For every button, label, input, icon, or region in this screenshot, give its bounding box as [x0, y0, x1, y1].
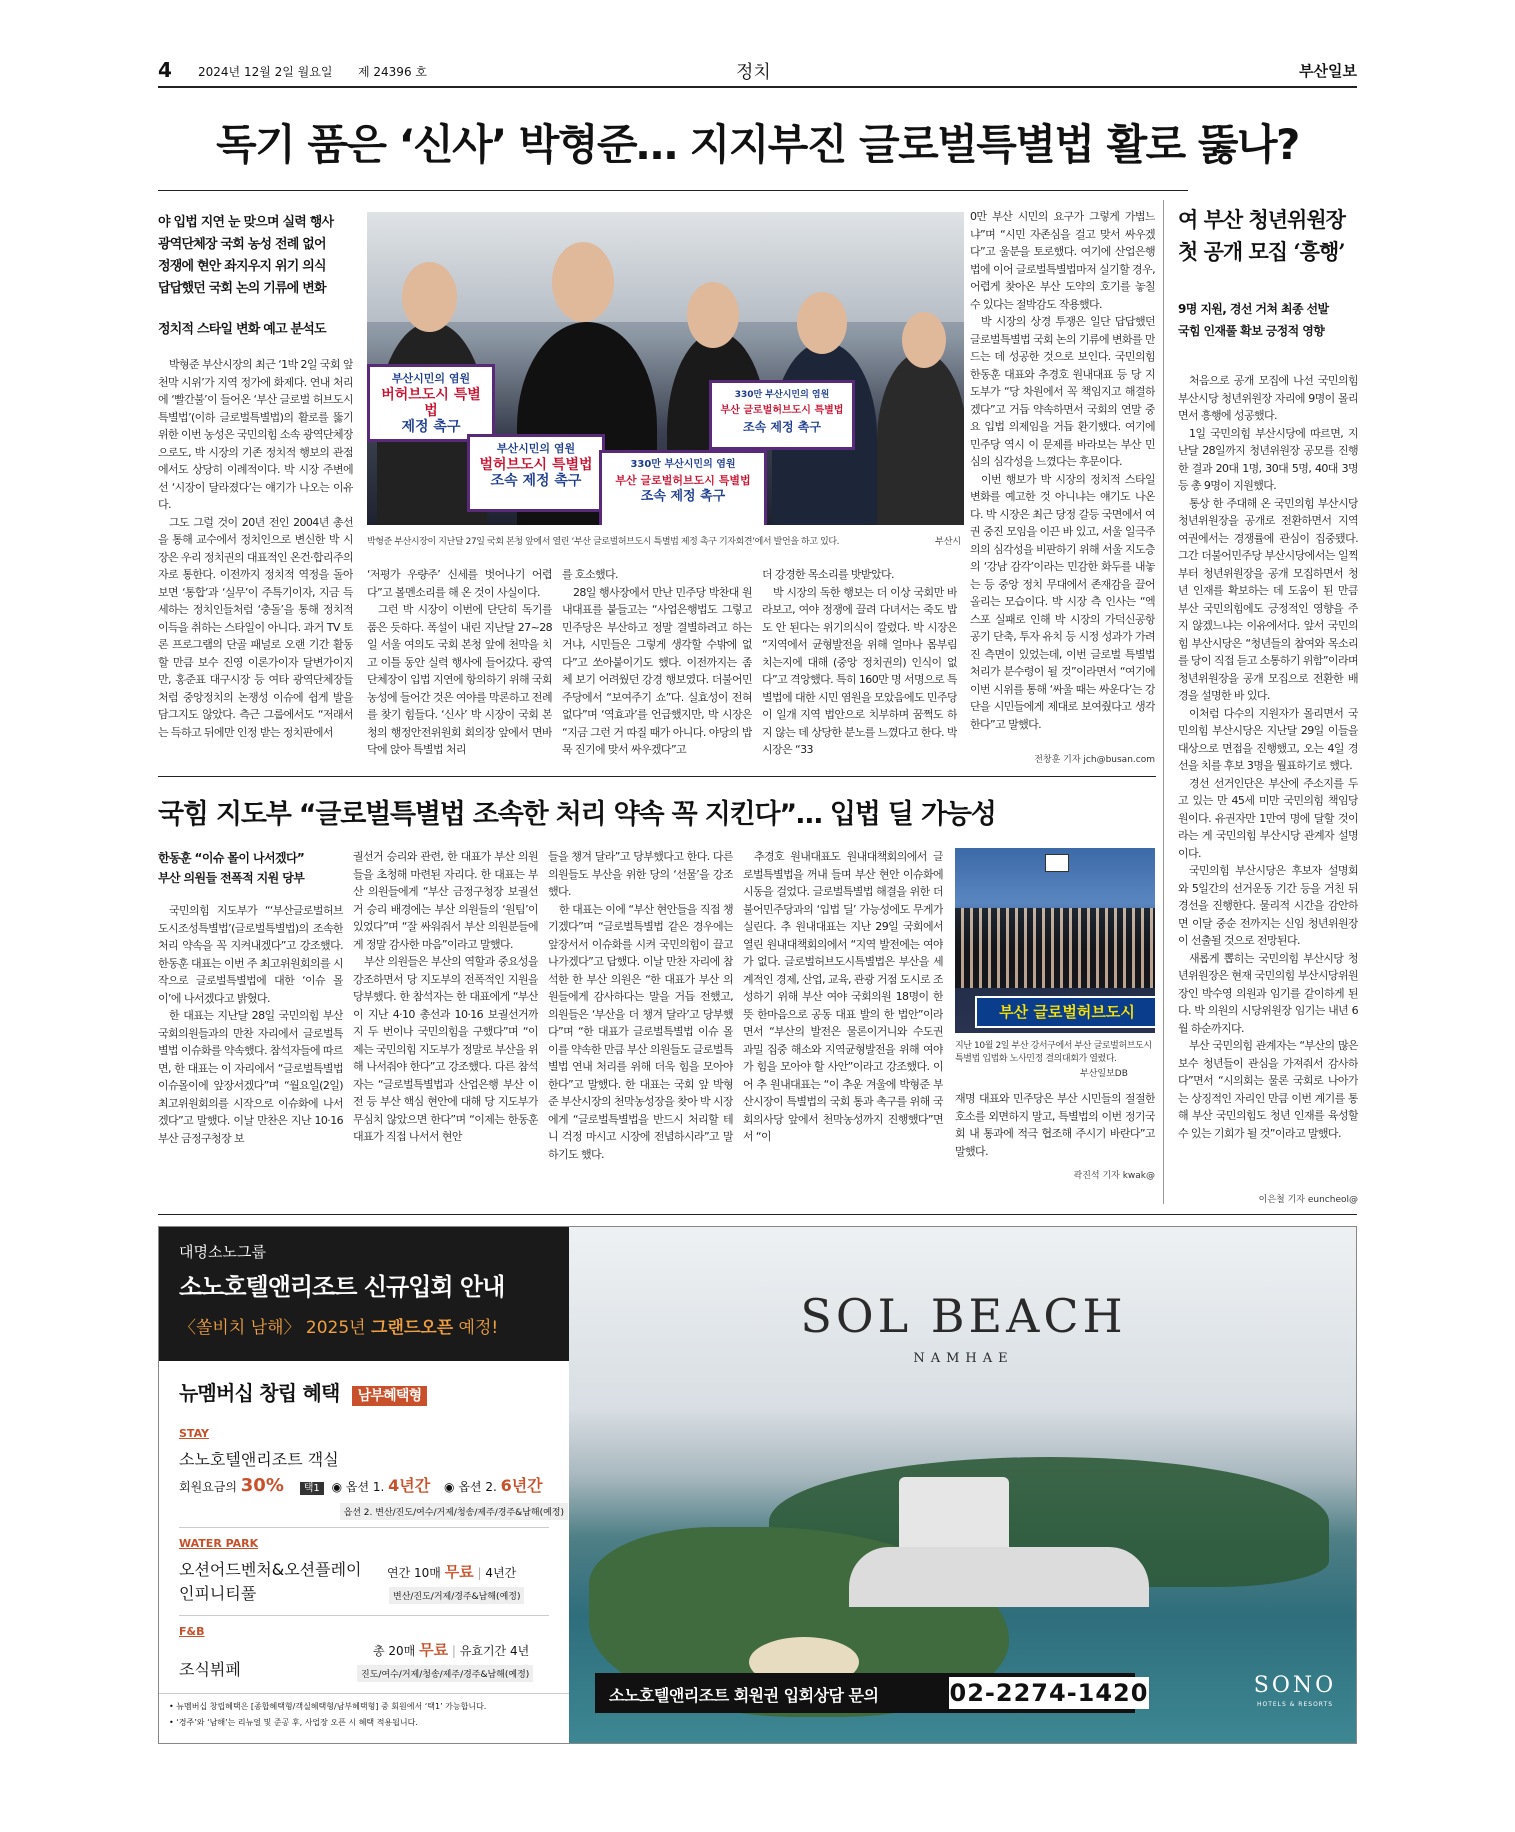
wp-term-pre: 연간 10매 — [387, 1566, 445, 1580]
ad-subtitle-pre: 〈쏠비치 남해〉 2025년 — [179, 1318, 372, 1338]
second-byline: 곽진석 기자 kwak@ — [1073, 1171, 1155, 1181]
ad-top-rule — [158, 1214, 1357, 1215]
main-subhead-2: 정치적 스타일 변화 예고 분석도 — [158, 322, 326, 337]
fb-term — [373, 1639, 529, 1660]
ad-benefit-title — [179, 1377, 427, 1406]
paragraph: 28일 행사장에서 만난 민주당 박찬대 원내대표를 붙들고는 “사업은행법도 그렇고 민주당은 부산하고 정말 결별하려고 하는 거냐, 시민들은 그렇게 생각할 수밖에 없다”고 쏘아붙이기도 했다. 이전까지는 좀체 보기 어려웠던 강경 행보였다. 더불어민주당에서 “보여주기 쇼”다. 실효성이 전혀 없다”며 ‘역효과’를 언급했지만, 박 시장은 “지금 그런 거 따질 때가 아니다. 야당의 밥묵 진기에 맞서 싸우겠다”고 — [562, 585, 752, 756]
paragraph: 부산 국민의힘 관계자는 “부산의 많은 보수 청년들이 관심을 가져줘서 감사하다”면서 “시의회는 물론 국회로 나아가는 상징적인 자리인 만큼 이번 계기를 통해 부산 국민의힘도 청년 인재를 육성할 수 있는 기회가 될 것”이라고 말했다. — [1178, 1039, 1358, 1140]
masthead — [158, 56, 1357, 86]
paragraph: 새롭게 뽑히는 국민의힘 부산시당 청년위원장은 현재 국민의힘 부산시당위원장인 박수영 의원과 임기를 같이하게 된다. 박 의원의 시당위원장 임기는 내년 6월 하순까지다. — [1178, 951, 1358, 1035]
paragraph: 국민의힘 지도부가 “‘부산글로벌허브도시조성특별법’(글로벌특별법)의 조속한 처리 약속을 꼭 지켜내겠다”고 강조했다. 한동훈 대표는 이번 주 최고위원회의를 시작으로 글로벌특별법에 대한 ‘이슈 몰이’에 나서겠다고 밝혔다. — [158, 904, 343, 1005]
face — [902, 312, 946, 368]
paragraph: 추경호 원내대표도 원내대책회의에서 글로벌특별법을 꺼내 들며 부산 현안 이슈화에 시동을 걸었다. 글로벌특별법 해결을 위한 더불어민주당과의 ‘입법 딜’ 가능성에도 무게가 실린다. 추 원내대표는 지난 29일 국회에서 열린 원내대책회의에서 “지역 발전에는 여야가 없다. 글로벌허브도시특별법은 부산을 세계적인 경제, 산업, 교육, 관광 거점 도시로 조성하기 위해 부산 여야 국회의원 18명이 한 뜻 한마음으로 공동 대표 발의 한 법안”이라면서 “부산의 발전은 물론이거니와 수도권 과밀 집중 해소와 지역균형발전을 위해 여야가 힘을 모아야 할 사안”이라고 강조했다. 이어 추 원내대표는 “이 추운 겨울에 박형준 부산시장이 특별법의 국회 통과 촉구를 위해 국회의사당 앞에서 천막농성까지 진행했다”면서 “이 — [743, 850, 943, 1143]
banner: 부산 글로벌허브도시 — [975, 996, 1155, 1028]
rally-photo — [367, 212, 964, 525]
resort-image — [569, 1227, 1357, 1744]
face — [687, 282, 739, 348]
sign-text: 제정 촉구 — [401, 419, 461, 435]
paragraph: 국민의힘 부산시당은 후보자 설명회와 5일간의 선거운동 기간 등을 거친 뒤 경선을 진행한다. 물리적 시간을 감안하면 이달 중순 전까지는 신임 청년위원장이 선출될 것으로 전망된다. — [1178, 864, 1358, 947]
rally-sign — [467, 434, 605, 512]
paragraph: ‘저평가 우량주’ 신세를 벗어나기 어렵다”고 볼멘소리를 해 온 것이 사실이다. — [367, 568, 552, 599]
sign-text: 부산시민의 염원 — [496, 442, 576, 455]
cta-text: 소노호텔앤리조트 회원권 입회상담 문의 — [609, 1686, 879, 1705]
column-divider — [1163, 200, 1164, 1204]
stay-name: 소노호텔앤리조트 객실 — [179, 1450, 339, 1469]
main-article-col2 — [367, 566, 552, 770]
ad-subtitle-highlight: 그랜드오픈 — [371, 1318, 454, 1338]
stay-opt2-pre: 옵션 2. — [458, 1480, 501, 1494]
section-title: 정치 — [736, 62, 771, 83]
ad-header — [159, 1227, 569, 1361]
waterpark-note: 변산/진도/거제/경주&남해(예정) — [389, 1587, 524, 1604]
sono-logo: SONO — [1253, 1673, 1337, 1698]
ad-divider — [179, 1527, 549, 1528]
page-number: 4 — [158, 58, 172, 82]
sidebar-byline: 이은철 기자 euncheol@ — [1258, 1195, 1358, 1205]
stay-rate-line — [179, 1473, 543, 1496]
paragraph: 이처럼 다수의 지원자가 몰리면서 국민의힘 부산시당은 지난달 29일 이들을 대상으로 면접을 진행했고, 오는 4일 경선을 치를 후보 3명을 뭘표하기로 했다. — [1178, 706, 1358, 772]
paper-name: 부산일보 — [1299, 62, 1357, 80]
sidebar-headline: 여 부산 청년위원장 첫 공개 모집 ‘흥행’ — [1178, 207, 1345, 264]
main-subhead: 야 입법 지연 눈 맞으며 실력 행사 광역단체장 국회 농성 전례 없어 정쟁에 현안 좌지우지 위기 의식 답답했던 국회 논의 기류에 변화 — [158, 215, 334, 296]
rally-photo-caption: 박형준 부산시장이 지난달 27일 국회 본청 앞에서 열린 ‘부산 글로벌허브도시 특별법 제정 촉구 기자회견’에서 발언을 하고 있다. — [367, 537, 840, 547]
fb-note: 진도/여수/거제/청송/제주/경주&남해(예정) — [357, 1665, 533, 1682]
headline-rule — [158, 190, 1188, 191]
paragraph: 이번 행보가 박 시장의 정치적 스타일 변화를 예고한 것 아니냐는 얘기도 나온다. 박 시장은 최근 당정 갈등 국면에서 여권 중진 모임을 이끈 바 있고, 서울 일극주의의 심각성을 비판하기 위해 서울 지도층의 ‘강남 감각’이라는 민감한 화두를 내놓는 등 중앙 정치 무대에서 존재감을 끌어올리는 모습이다. 박 시장 측 인사는 “엑스포 실패로 인해 박 시장의 가덕신공항 공기 단축, 투자 유치 등 시정 성과가 가려진 측면이 있었는데, 이번 글로벌 특별법 처리가 분수령이 될 것”이라면서 “여기에 이번 시위를 통해 ‘싸울 때는 싸운다’는 강단을 시민들에게 제대로 보여줬다고 생각한다”고 말했다. — [970, 472, 1155, 731]
separator: | — [451, 1644, 456, 1658]
paragraph: 1일 국민의힘 부산시당에 따르면, 지난달 28일까지 청년위원장 공모를 진행한 결과 20대 1명, 30대 5명, 40대 3명 등 총 9명이 지원했다. — [1178, 426, 1358, 492]
second-article-col1 — [158, 902, 343, 1208]
sign-text: 부산 글로벌허브도시 특별법 — [720, 405, 844, 416]
second-headline: 국힘 지도부 “글로벌특별법 조속한 처리 약속 꼭 지킨다”… 입법 딜 가능성 — [158, 799, 996, 830]
main-headline: 독기 품은 ‘신사’ 박형준… 지지부진 글로벌특별법 활로 뚫나? — [216, 120, 1299, 169]
wp-term-post: 4년간 — [485, 1566, 517, 1580]
hotel-wing — [849, 1547, 1149, 1607]
paragraph: 박형준 부산시장의 최근 ‘1박 2일 국회 앞 천막 시위’가 지역 정가에 화제다. 연내 처리에 ‘빨간불’이 들어온 ‘부산 글로벌 허브도시 특별법’(이하 글로벌특별법)의 활로를 뚫기 위한 이번 농성은 국민의힘 소속 광역단체장으로도, 박 시장의 기존 정치적 행보의 관점에서도 상당히 이례적이다. 박 시장 주변에선 ‘시장이 달라졌다’는 얘기가 나오는 이유다. — [158, 358, 353, 511]
masthead-rule — [158, 86, 1357, 88]
paragraph: 를 호소했다. — [562, 568, 618, 581]
sono-logo-sub: HOTELS & RESORTS — [1256, 1701, 1334, 1708]
main-article-col3 — [562, 566, 752, 770]
sign-text: 버허브도시 특별법 — [381, 387, 481, 419]
second-article-col3 — [548, 848, 733, 1208]
waterpark-term — [387, 1561, 516, 1582]
sign-text: 부산 글로벌허브도시 특별법 — [615, 474, 751, 487]
sidebar-body — [1178, 372, 1358, 1192]
advertisement[interactable] — [158, 1226, 1357, 1744]
waterpark-name-2: 인피니티풀 — [179, 1584, 257, 1603]
second-subhead: 한동훈 “이슈 몰이 나서겠다” 부산 의원들 전폭적 지원 당부 — [158, 851, 305, 885]
stay-tag: 택1 — [300, 1482, 324, 1495]
ad-group: 대명소노그룹 — [179, 1243, 266, 1261]
fb-term-pre: 총 20매 — [373, 1644, 420, 1658]
crowd-photo-caption: 지난 10월 2일 부산 강서구에서 부산 글로벌허브도시 특별법 입법화 노사민정 결의대회가 열렸다. — [955, 1041, 1152, 1064]
date: 2024년 12월 2일 월요일 — [198, 65, 333, 79]
second-article-col2 — [353, 848, 538, 1208]
paragraph: 처음으로 공개 모집에 나선 국민의힘 부산시당 청년위원장 자리에 9명이 몰리면서 흥행에 성공했다. — [1178, 374, 1358, 422]
benefit-badge: 남부혜택형 — [352, 1386, 428, 1406]
main-article-col5 — [970, 208, 1155, 748]
person — [877, 352, 964, 525]
brand-name: SOL BEACH — [800, 1289, 1127, 1343]
sidebar-subhead: 9명 지원, 경선 거쳐 최종 선발 국힘 인재풀 확보 긍정적 영향 — [1178, 302, 1329, 338]
phone-number[interactable]: 02-2274-1420 — [949, 1679, 1149, 1707]
second-article-col4 — [743, 848, 943, 1208]
ad-divider — [159, 1693, 569, 1694]
flag — [1045, 854, 1069, 872]
stay-note: 옵션 2. 변산/진도/여수/거제/청송/제주/경주&남해(예정) — [340, 1503, 568, 1520]
main-article-col1 — [158, 356, 353, 770]
stay-rate-pre: 회원요금의 — [179, 1480, 241, 1494]
paragraph: 통상 한 주대해 온 국민의힘 부산시당 청년위원장을 공개로 전환하면서 지역 여권에서는 경쟁률에 관심이 집중됐다. 그간 더불어민주당 부산시당에서는 일찍부터 청년위원장을 공개 모집하면서 청년 인재를 확보하는 데 도움이 된 만큼 부산 국민의힘에도 긍정적인 영향을 주지 않겠느냐는 이유에서다. 앞서 국민의힘 부산시당은 “청년들의 참여와 목소리를 당이 직접 듣고 소통하기 위함”이라며 청년위원장을 공개 모집으로 전환한 배경을 설명한 바 있다. — [1178, 496, 1358, 702]
paragraph: 그도 그럴 것이 20년 전인 2004년 총선을 통해 교수에서 정치인으로 변신한 박 시장은 우리 정치권의 대표적인 온건·합리주의자로 통한다. 이전까지 정치적 역정을 돌아보면 ‘통합’과 ‘실무’이 주특기이자, 지금 득세하는 정치인들처럼 ‘충돌’을 통해 정치적 이득을 취하는 스타일이 아니다. 과거 TV 토론 프로그램의 단골 패널로 오랜 기간 활동할 만큼 보수 진영 이론가이자 달변가이지만, 홍준표 대구시장 등 여타 광역단체장들처럼 중앙정치의 논쟁성 이슈에 쉽게 발을 담그지도 않았다. 측근 그룹에서도 “저래서는 득하고 뒤에만 인정 받는 정치판에서 — [158, 515, 353, 739]
ad-footnote-1: • 뉴멤버십 창립혜택은 [종합혜택형/객실혜택형/남부혜택형] 중 회원에서 ‘택1’ 가능합니다. — [169, 1702, 487, 1711]
paragraph: 부산 의원들은 부산의 역할과 중요성을 강조하면서 당 지도부의 전폭적인 지원을 당부했다. 한 참석자는 한 대표에게 “부산이 지난 4·10 총선과 10·16 보궐선거까지 두 번이나 국민의힘을 구했다”며 “이제는 국민의힘 지도부가 정말로 부산을 위해 나서줘야 한다”고 강조했다. 다른 참석자는 “글로벌특별법과 산업은행 부산 이전 등 부산 핵심 현안에 대해 당 지도부가 무심치 않았으면 한다”며 “이제는 한동훈 대표가 직접 나서서 현안 — [353, 955, 538, 1143]
sign-text: 조속 제정 촉구 — [490, 473, 582, 489]
stay-opt1: 4년간 — [388, 1476, 431, 1495]
ad-footnote-2: • ‘경주’와 ‘남해’는 리뉴얼 및 준공 후, 사업장 오픈 시 혜택 적용됩니다. — [169, 1718, 418, 1727]
stay-opt2: 6년간 — [500, 1476, 543, 1495]
radio-icon: ◉ — [444, 1480, 455, 1494]
ad-subtitle — [179, 1313, 498, 1338]
crowd — [955, 908, 1155, 988]
rally-photo-credit: 부산시 — [935, 537, 962, 547]
ad-subtitle-post: 예정! — [453, 1318, 499, 1338]
paragraph: 궐선거 승리와 관련, 한 대표가 부산 의원들을 초청해 마련된 자리다. 한 대표는 부산 의원들에게 “부산 금정구청장 보궐선거 승리 배경에는 부산 의원들의 ‘원팀’이 있었다”며 “잘 싸워줘서 부산 의원분들에게 정말 감사한 마음”이라고 말했다. — [353, 850, 538, 951]
building-columns — [367, 212, 964, 322]
ad-divider — [179, 1615, 549, 1616]
brand-sub: NAMHAE — [913, 1351, 1014, 1366]
fb-label: F&B — [179, 1625, 205, 1638]
face — [552, 242, 614, 322]
sign-text: 330만 부산시민의 염원 — [630, 459, 736, 470]
waterpark-label: WATER PARK — [179, 1537, 259, 1550]
paragraph: 박 시장의 상경 투쟁은 일단 답답했던 글로벌특별법 국회 논의 기류에 변화를 만드는 데 성공한 것으로 보인다. 국민의힘 한동훈 대표와 추경호 원내대표 등 당 지도부가 “당 차원에서 꼭 책임지고 해결하겠다”고 거듭 약속하면서 국회의 연말 중요 입법 의제임을 거듭 환기했다. 여기에 민주당 역시 이 문제를 바라보는 부산 민심의 심각성을 느꼈다는 후문이다. — [970, 315, 1155, 468]
sign-text: 벌허브도시 특별법 — [479, 457, 593, 473]
fb-name: 조식뷔페 — [179, 1660, 241, 1679]
paragraph: 경선 선거인단은 부산에 주소지를 두고 있는 만 45세 미만 국민의힘 책임당원이다. 유권자만 1만여 명에 달할 것이라는 게 국민의힘 부산시당 관계자 설명이다. — [1178, 776, 1358, 860]
paragraph: 더 강경한 목소리를 밧받았다. — [762, 568, 894, 581]
rally-sign — [709, 380, 855, 450]
rally-crowd-photo — [955, 848, 1155, 1033]
rally-sign — [599, 450, 767, 525]
paragraph: 한 대표는 이에 “부산 현안들을 직접 챙기겠다”며 “글로벌특별법 같은 경우에는 앞장서서 이슈화를 시켜 국민의힘이 끌고 나가겠다”고 답했다. 이날 만찬 자리에 참석한 한 부산 의원은 “한 대표가 부산 의원들에게 감사하다는 말을 거듭 전했고, 의원들은 ‘부산을 더 챙겨 달라’고 당부했다”며 “한 대표가 글로벌특별법 이슈 몰이를 약속한 만큼 부산 의원들도 글로벌특별법 연내 처리를 위해 더욱 힘을 모아야 한다”고 말했다. 한 대표는 국회 앞 박형준 부산시장의 천막농성장을 찾아 박 시장에게 “글로벌특별법을 반드시 처리할 테니 걱정 마시고 시장에 전념하시라”고 말하기도 했다. — [548, 902, 733, 1161]
sign-text: 조속 제정 촉구 — [640, 489, 726, 504]
radio-icon: ◉ — [331, 1480, 343, 1494]
ad-title: 소노호텔앤리조트 신규입회 안내 — [179, 1273, 505, 1301]
main-byline: 전창훈 기자 jch@busan.com — [1034, 755, 1155, 765]
paragraph: 들을 챙겨 달라”고 당부했다고 한다. 다른 의원들도 부산을 위한 당의 ‘선물’을 강조했다. — [548, 850, 733, 898]
fb-free: 무료 — [419, 1641, 449, 1659]
separator: | — [477, 1566, 482, 1580]
paragraph: 한 대표는 지난달 28일 국민의힘 부산 국회의원들과의 만찬 자리에서 글로벌특별법 이슈화를 약속했다. 참석자들에 따르면, 한 대표는 이 자리에서 “글로벌특별법 이슈몰이에 앞장서겠다”며 “월요일(2일) 최고위원회의를 시작으로 이슈화에 나서겠다”고 말했다. 이날 만찬은 지난 10·16 부산 금정구청장 보 — [158, 1009, 343, 1145]
benefit-title-text: 뉴멤버십 창립 혜택 — [179, 1381, 340, 1405]
issue-number: 제 24396 호 — [358, 65, 427, 79]
wp-free: 무료 — [444, 1563, 474, 1581]
section-rule — [158, 776, 1156, 777]
sign-text: 330만 부산시민의 염원 — [734, 390, 830, 400]
stay-opt1-pre: 옵션 1. — [345, 1480, 389, 1494]
stay-rate: 30% — [240, 1475, 284, 1496]
sign-text: 조속 제정 촉구 — [743, 420, 821, 434]
face — [797, 292, 847, 354]
waterpark-name-1: 오션어드벤처&오션플레이 — [179, 1560, 362, 1579]
paragraph: 재명 대표와 민주당은 부산 시민들의 절절한 호소를 외면하지 말고, 특별법의 이번 정기국회 내 통과에 적극 협조해 주시기 바란다”고 말했다. — [955, 1092, 1155, 1158]
main-article-col4 — [762, 566, 957, 770]
sign-text: 부산시민의 염원 — [391, 372, 471, 385]
second-article-col5 — [955, 1090, 1155, 1162]
stay-label: STAY — [179, 1427, 209, 1440]
face — [402, 262, 457, 332]
crowd-photo-credit: 부산일보DB — [1080, 1069, 1128, 1079]
paragraph: 박 시장의 독한 행보는 더 이상 국회만 바라보고, 여야 정쟁에 끌려 다녀서는 죽도 밥도 안 된다는 위기의식이 깔렸다. 박 시장은 “지역에서 균형발전을 위해 얼마나 몸부림치는지에 대해 (중앙 정치권의) 인식이 없다”고 격앙했다. 특히 160만 명 서명으로 특별법에 대한 시민 염원을 모았음에도 민주당이 일개 지역 법안으로 치부하며 꿈쩍도 하지 않는 데 상당한 분노를 느꼈다고 한다. 박 시장은 “33 — [762, 585, 957, 756]
paragraph: 그런 박 시장이 이번에 단단히 독기를 품은 듯하다. 폭설이 내린 지난달 27~28일 서울 여의도 국회 본청 앞에 천막을 치고 이틀 동안 실력 행사에 들어갔다. 광역단체장이 입법 지연에 항의하기 위해 국회 농성에 들어간 것은 여야를 막론하고 전례를 찾기 힘들다. ‘신사’ 박 시장이 국회 본청의 행정안전위원회 회의장 앞에서 면바닥에 앉아 특별법 처리 — [367, 603, 552, 756]
fb-term-post: 유효기간 4년 — [459, 1644, 530, 1658]
rally-sign — [367, 364, 495, 442]
paragraph: 0만 부산 시민의 요구가 그렇게 가볍느냐”며 “시민 자존심을 걸고 맞서 싸우겠다”고 울분을 토로했다. 여기에 산업은행법에 이어 글로벌특별법마저 실기할 경우, 어렵게 찾아온 부산 도약의 호기를 놓칠 수 있다는 절박감도 작용했다. — [970, 210, 1155, 311]
